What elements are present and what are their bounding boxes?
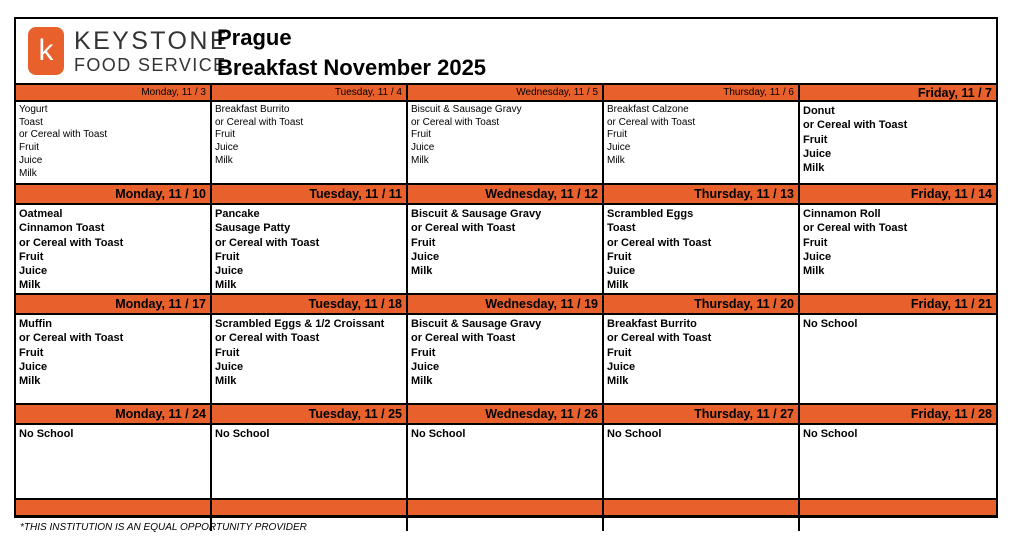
menu-item: Cinnamon Roll [803,208,881,220]
menu-calendar [14,17,998,518]
day-header: Friday, 11 / 21 [800,295,996,315]
menu-item: Fruit [19,250,44,263]
menu-item: or Cereal with Toast [215,236,320,249]
logo-letter: k [38,34,54,67]
menu-item: Milk [803,265,825,278]
empty-cell [212,500,408,517]
menu-item: Milk [19,375,41,388]
menu-item: or Cereal with Toast [411,222,516,235]
menu-item: Biscuit & Sausage Gravy [411,208,542,220]
empty-cell [800,500,996,517]
menu-item: Muffin [19,318,52,330]
day-header: Wednesday, 11 / 12 [408,185,604,205]
menu-cell [604,315,800,405]
menu-item: Fruit [19,346,44,359]
menu-row [16,315,996,405]
menu-item: or Cereal with Toast [215,116,304,128]
week-2 [16,185,996,295]
menu-item: or Cereal with Toast [19,236,124,249]
day-header: Wednesday, 11 / 5 [408,85,604,102]
menu-item: Milk [19,167,37,179]
day-header: Monday, 11 / 3 [16,85,212,102]
day-header: Monday, 11 / 24 [16,405,212,425]
menu-item: Juice [215,142,239,154]
menu-item: Fruit [215,250,240,263]
menu-item: Fruit [215,346,240,359]
day-header: Tuesday, 11 / 11 [212,185,408,205]
menu-item: Milk [411,375,433,388]
menu-item: Juice [607,265,636,278]
menu-item: or Cereal with Toast [411,116,500,128]
menu-item: Yogurt [19,104,48,115]
menu-item: Fruit [411,346,436,359]
day-header: Thursday, 11 / 27 [604,405,800,425]
menu-item: Milk [607,279,629,292]
menu-item: Fruit [411,129,431,141]
week-1 [16,85,996,185]
menu-item: Fruit [803,133,828,146]
day-header-row [16,295,996,315]
menu-item: Toast [607,222,636,235]
day-header: Tuesday, 11 / 4 [212,85,408,102]
menu-item: Milk [215,279,237,292]
menu-item: Milk [411,154,429,166]
menu-item: Fruit [607,250,632,263]
menu-item: or Cereal with Toast [803,222,908,235]
week-4 [16,405,996,500]
empty-cell [408,500,604,517]
menu-item: or Cereal with Toast [19,129,108,141]
menu-item: Juice [411,142,435,154]
day-header: Tuesday, 11 / 18 [212,295,408,315]
menu-item: Milk [19,279,41,292]
menu-item: Fruit [607,129,627,141]
menu-item: Juice [215,360,244,373]
day-header-row [16,185,996,205]
menu-cell [800,205,996,295]
menu-cell [604,102,800,185]
menu-cell [408,425,604,500]
menu-item: Toast [19,116,43,128]
menu-item: No School [19,428,74,440]
menu-item: No School [215,428,270,440]
menu-cell [604,205,800,295]
menu-row [16,102,996,185]
menu-item: Biscuit & Sausage Gravy [411,104,522,115]
menu-item: or Cereal with Toast [215,332,320,345]
day-header: Friday, 11 / 7 [800,85,996,102]
menu-item: Milk [215,375,237,388]
week-3 [16,295,996,405]
day-header: Thursday, 11 / 20 [604,295,800,315]
menu-item: or Cereal with Toast [19,332,124,345]
menu-item: Pancake [215,208,260,220]
menu-cell [408,315,604,405]
menu-item: or Cereal with Toast [607,116,696,128]
menu-item: Sausage Patty [215,222,291,235]
menu-item: Juice [19,360,48,373]
menu-item: or Cereal with Toast [411,332,516,345]
menu-item: Juice [607,360,636,373]
menu-item: Breakfast Calzone [607,104,689,115]
menu-cell [212,425,408,500]
menu-item: or Cereal with Toast [803,119,908,132]
menu-item: Cinnamon Toast [19,222,105,235]
menu-item: or Cereal with Toast [607,236,712,249]
menu-header [16,19,996,85]
day-header: Thursday, 11 / 13 [604,185,800,205]
menu-item: Fruit [411,236,436,249]
menu-item: Juice [411,360,440,373]
menu-item: No School [411,428,466,440]
menu-item: or Cereal with Toast [607,332,712,345]
empty-cell [16,500,212,517]
menu-item: Juice [19,265,48,278]
day-header: Thursday, 11 / 6 [604,85,800,102]
menu-cell [408,205,604,295]
menu-item: Scrambled Eggs & 1/2 Croissant [215,318,385,330]
menu-cell [212,102,408,185]
menu-item: Scrambled Eggs [607,208,694,220]
day-header: Tuesday, 11 / 25 [212,405,408,425]
day-header: Monday, 11 / 10 [16,185,212,205]
menu-cell [16,102,212,185]
menu-item: Milk [411,265,433,278]
day-header: Monday, 11 / 17 [16,295,212,315]
menu-item: Milk [803,162,825,175]
day-header-row [16,85,996,102]
menu-item: Fruit [215,129,235,141]
menu-item: Breakfast Burrito [215,104,290,115]
menu-item: Milk [215,154,233,166]
logo-subtitle: FOOD SERVICE [74,55,227,75]
menu-item: No School [803,428,858,440]
menu-cell [800,315,996,405]
day-header: Friday, 11 / 14 [800,185,996,205]
menu-item: Breakfast Burrito [607,318,697,330]
menu-item: Milk [607,154,625,166]
menu-cell [408,102,604,185]
menu-item: Biscuit & Sausage Gravy [411,318,542,330]
empty-orange-row [16,500,996,517]
logo-title: KEYSTONE [74,27,229,55]
menu-item: Fruit [19,142,39,154]
menu-item: Juice [803,250,832,263]
menu-item: Juice [411,250,440,263]
menu-item: No School [607,428,662,440]
day-header: Wednesday, 11 / 19 [408,295,604,315]
keystone-logo-icon [28,27,64,75]
menu-item: Juice [803,147,832,160]
menu-cell [800,425,996,500]
day-header-row [16,405,996,425]
menu-item: Oatmeal [19,208,63,220]
menu-item: Juice [215,265,244,278]
empty-cell [604,500,800,517]
menu-cell [16,315,212,405]
menu-row [16,425,996,500]
empty-cell [408,517,604,531]
menu-title: Breakfast November 2025 [217,55,487,80]
empty-cell [604,517,800,531]
menu-cell [604,425,800,500]
empty-cell [800,517,996,531]
menu-cell [212,315,408,405]
menu-item: Fruit [803,236,828,249]
day-header: Friday, 11 / 28 [800,405,996,425]
menu-item: Juice [607,142,631,154]
menu-item: Milk [607,375,629,388]
school-name: Prague [217,25,292,50]
menu-cell [16,205,212,295]
footer-disclaimer: *THIS INSTITUTION IS AN EQUAL OPPORTUNITY PROVIDER [20,522,307,533]
menu-item: No School [803,318,858,330]
menu-item: Juice [19,154,43,166]
menu-cell [212,205,408,295]
calendar-grid [16,85,996,531]
menu-cell [800,102,996,185]
menu-item: Donut [803,105,835,117]
menu-item: Fruit [607,346,632,359]
day-header: Wednesday, 11 / 26 [408,405,604,425]
menu-row [16,205,996,295]
menu-cell [16,425,212,500]
